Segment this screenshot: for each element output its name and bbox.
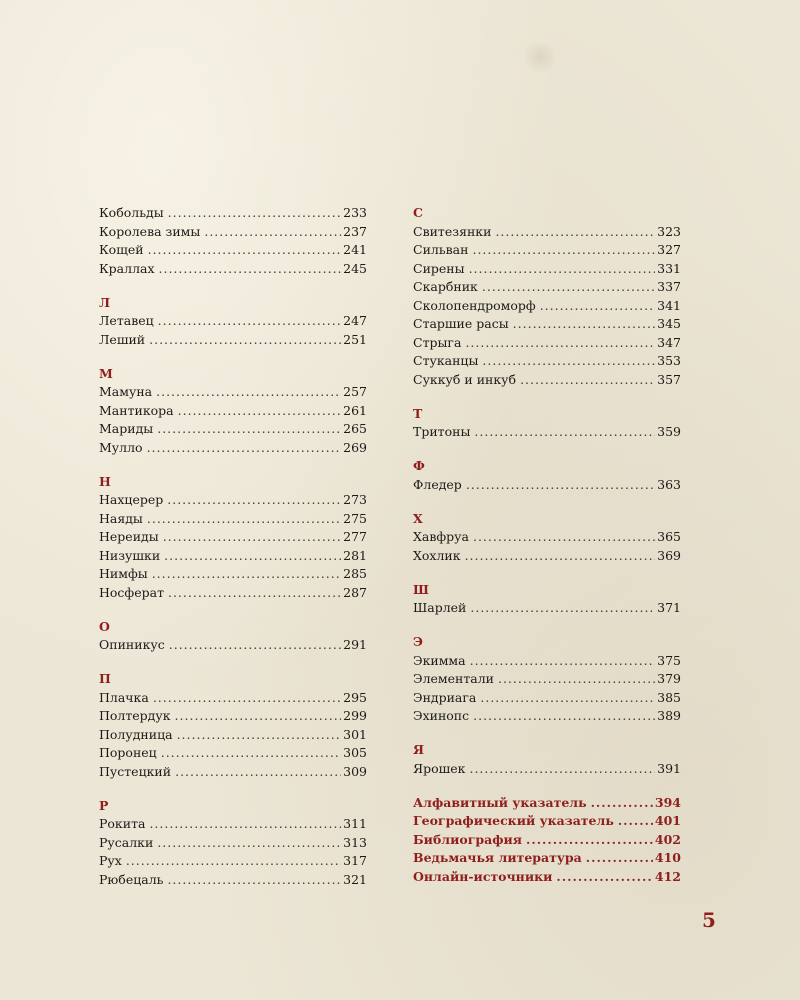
toc-entry-page: 237 [343,223,367,239]
dot-leader [520,371,655,390]
toc-entry[interactable] [99,707,367,726]
toc-entry-page: 251 [343,331,367,347]
dot-leader [513,315,655,334]
toc-entry[interactable] [99,241,367,260]
toc-entry[interactable] [99,383,367,402]
toc-entry-page: 265 [343,421,367,436]
dot-leader [470,652,656,671]
toc-entry-title: Пустецкий [99,763,172,779]
toc-entry-title: Нимфы [99,566,148,581]
toc-entry-page: 233 [343,205,367,220]
appendix-entry-page: 394 [654,794,681,810]
toc-entry[interactable] [413,599,681,618]
dot-leader [157,420,341,439]
toc-entry-page: 241 [343,242,367,257]
dot-leader [473,528,655,547]
toc-entry-page: 323 [657,223,681,239]
dot-leader [177,726,342,745]
appendix-entry[interactable] [413,868,681,887]
toc-section [99,294,367,350]
toc-entry-title: Русалки [99,834,154,850]
appendix-entry[interactable] [413,831,681,850]
toc-entry-page: 331 [657,260,681,276]
section-letter: Т [413,405,423,421]
toc-entry-title: Носферат [99,584,164,600]
dot-leader [161,744,341,763]
dot-leader [586,849,653,868]
toc-entry-page: 353 [657,353,681,368]
toc-entry-title: Низушки [99,547,161,563]
toc-entry-title: Полудница [99,726,173,742]
appendix-entry-title: Ведьмачья литература [413,850,582,865]
toc-entry-title: Хавфруа [413,529,469,544]
toc-entry-page: 345 [657,316,681,331]
section-letter: Р [99,797,109,813]
toc-entry[interactable] [413,334,681,353]
toc-section [99,618,367,655]
dot-leader [164,547,341,566]
toc-entry[interactable] [99,852,367,871]
toc-entry-title: Краллах [99,260,155,276]
dot-leader [158,312,341,331]
toc-entry-title: Рух [99,853,122,868]
toc-entry-title: Тритоны [413,424,471,439]
toc-entry-page: 363 [657,476,681,492]
toc-entry-title: Стуканцы [413,353,479,368]
toc-entry-page: 247 [343,313,367,328]
toc-entry[interactable] [413,689,681,708]
toc-entry[interactable] [413,528,681,547]
toc-entry[interactable] [413,670,681,689]
dot-leader [480,689,655,708]
toc-entry-title: Элементали [413,671,494,686]
toc-entry[interactable] [413,476,681,495]
toc-entry-page: 269 [343,439,367,455]
appendix-entry-page: 402 [654,831,681,847]
section-letter: Н [99,473,111,489]
toc-entry[interactable] [99,312,367,331]
toc-entry-title: Полтердук [99,708,171,723]
dot-leader [498,670,655,689]
toc-section [99,204,367,278]
section-letter: М [99,365,113,381]
toc-entry[interactable] [99,439,367,458]
dot-leader [466,476,655,495]
appendix-entry-title: Библиография [413,831,522,847]
toc-entry[interactable] [413,371,681,390]
dot-leader [167,871,341,890]
toc-entry-title: Летавец [99,313,154,328]
toc-entry-title: Нереиды [99,529,159,544]
toc-entry[interactable] [413,223,681,242]
toc-entry-title: Кобольды [99,205,164,220]
toc-section [413,457,681,494]
dot-leader [482,352,655,371]
toc-entry[interactable] [413,315,681,334]
toc-section [99,473,367,603]
dot-leader [168,584,341,603]
dot-leader [469,760,655,779]
toc-entry-title: Рюбецаль [99,871,164,887]
toc-entry-title: Нахцерер [99,492,164,507]
section-letter: Ш [413,581,429,597]
toc-entry-title: Мантикора [99,402,174,418]
toc-entry-page: 285 [343,566,367,581]
toc-entry-title: Стрыга [413,334,462,350]
appendix-entry-title: Онлайн-источники [413,868,553,884]
toc-entry-title: Мулло [99,439,143,455]
toc-right-column [413,204,681,886]
toc-entry-title: Рокита [99,816,146,831]
toc-entry-page: 281 [343,547,367,563]
toc-entry[interactable] [413,547,681,566]
toc-entry-page: 245 [343,260,367,276]
toc-entry[interactable] [99,565,367,584]
dot-leader [169,636,341,655]
appendix-entry-page: 410 [654,850,681,865]
toc-entry[interactable] [413,423,681,442]
appendix-entry-page: 401 [654,813,681,828]
toc-entry-page: 317 [343,853,367,868]
toc-entry-page: 385 [657,689,681,705]
section-letter: Х [413,510,423,526]
toc-entry-page: 375 [657,652,681,668]
toc-entry-page: 305 [343,745,367,760]
toc-entry[interactable] [413,352,681,371]
toc-entry-page: 321 [343,871,367,887]
toc-entry-title: Леший [99,331,146,347]
toc-entry[interactable] [99,815,367,834]
toc-entry-title: Эндриага [413,689,477,705]
toc-entry[interactable] [99,871,367,890]
dot-leader [526,831,653,850]
dot-leader [168,204,341,223]
toc-entry[interactable] [99,547,367,566]
toc-entry-title: Шарлей [413,600,467,615]
toc-entry[interactable] [99,510,367,529]
dot-leader [156,383,341,402]
toc-entry-page: 291 [343,637,367,652]
toc-entry[interactable] [99,260,367,279]
dot-leader [126,852,341,871]
toc-entry-title: Свитезянки [413,223,492,239]
toc-entry-page: 277 [343,529,367,544]
section-letter: О [99,618,110,634]
toc-entry[interactable] [413,652,681,671]
toc-entry[interactable] [99,223,367,242]
toc-entry[interactable] [413,260,681,279]
toc-entry-page: 379 [657,671,681,686]
toc-appendix-entries [413,794,681,887]
dot-leader [153,689,341,708]
section-letter: Э [413,634,423,649]
toc-entry-title: Сильван [413,242,469,257]
toc-entry-page: 359 [657,424,681,439]
appendix-entry[interactable] [413,849,681,868]
toc-entry-page: 257 [343,384,367,399]
toc-entry[interactable] [99,420,367,439]
dot-leader [495,223,655,242]
dot-leader [204,223,341,242]
dot-leader [556,868,653,887]
toc-entry-title: Скарбник [413,279,478,294]
toc-entry-title: Хохлик [413,547,461,563]
dot-leader [159,260,342,279]
section-letter: Л [99,294,111,310]
toc-entry-page: 311 [343,816,367,831]
toc-entry[interactable] [99,204,367,223]
toc-entry-page: 313 [343,834,367,850]
toc-entry-title: Ярошек [413,760,466,776]
dot-leader [470,599,655,618]
dot-leader [149,815,341,834]
toc-section [413,405,681,442]
toc-entry-page: 301 [343,726,367,742]
toc-section [413,204,681,389]
toc-entry-title: Старшие расы [413,316,509,331]
toc-entry-title: Экимма [413,652,466,668]
dot-leader [157,834,341,853]
toc-section [99,670,367,781]
toc-entry-page: 369 [657,547,681,563]
dot-leader [149,331,341,350]
dot-leader [474,423,655,442]
toc-entry-page: 389 [657,708,681,723]
toc-entry-page: 337 [657,279,681,294]
toc-section [413,510,681,566]
toc-entry-title: Мамуна [99,384,153,399]
toc-right-sections [413,204,681,778]
dot-leader [618,812,653,831]
toc-entry[interactable] [413,760,681,779]
toc-entry-page: 287 [343,584,367,600]
toc-entry[interactable] [99,584,367,603]
section-letter: С [413,205,423,220]
section-letter: Ф [413,458,425,473]
dot-leader [147,439,342,458]
toc-entry-page: 341 [657,297,681,313]
toc-entry-page: 273 [343,492,367,507]
toc-entry-title: Сколопендроморф [413,297,536,313]
toc-entry-page: 295 [343,689,367,705]
appendix-entry-title: Алфавитный указатель [413,794,587,810]
toc-entry-title: Поронец [99,745,157,760]
toc-entry-page: 347 [657,334,681,350]
page-number: 5 [702,908,716,932]
toc-entry-page: 365 [657,529,681,544]
toc-entry-title: Мариды [99,421,154,436]
toc-entry-page: 309 [343,763,367,779]
dot-leader [152,565,341,584]
toc-section [99,365,367,458]
appendix-entry-title: Географический указатель [413,813,614,828]
toc-entry[interactable] [99,763,367,782]
toc-entry-page: 299 [343,708,367,723]
toc-entry-page: 327 [657,242,681,257]
toc-entry-page: 391 [657,760,681,776]
toc-entry[interactable] [413,297,681,316]
toc-entry[interactable] [99,491,367,510]
toc-section [413,633,681,726]
dot-leader [465,334,655,353]
toc-entry-title: Эхинопс [413,708,470,723]
dot-leader [540,297,655,316]
toc-entry-title: Кощей [99,242,144,257]
toc-entry[interactable] [99,636,367,655]
toc-left-column [99,204,367,905]
toc-entry-page: 371 [657,600,681,615]
dot-leader [175,763,341,782]
toc-entry-page: 275 [343,510,367,526]
toc-entry[interactable] [99,744,367,763]
appendix-entry[interactable] [413,812,681,831]
toc-section [413,741,681,778]
dot-leader [175,707,342,726]
toc-entry-title: Королева зимы [99,223,201,239]
dot-leader [167,491,341,510]
appendix-entry-page: 412 [654,868,681,884]
toc-entry[interactable] [99,528,367,547]
toc-section [413,581,681,618]
toc-entry-page: 357 [657,371,681,387]
dot-leader [148,241,342,260]
toc-entry[interactable] [99,834,367,853]
toc-entry[interactable] [99,689,367,708]
paper-smudge [520,42,560,72]
toc-entry-title: Суккуб и инкуб [413,371,517,387]
toc-entry-title: Фледер [413,476,462,492]
dot-leader [473,707,655,726]
toc-entry-title: Сирены [413,260,465,276]
section-letter: Я [413,742,425,757]
toc-entry-title: Плачка [99,689,149,705]
dot-leader [472,241,655,260]
dot-leader [469,260,656,279]
dot-leader [465,547,656,566]
dot-leader [147,510,341,529]
dot-leader [482,278,655,297]
toc-entry-title: Опиникус [99,637,165,652]
dot-leader [591,794,653,813]
toc-entry-page: 261 [343,402,367,418]
toc-entry[interactable] [99,331,367,350]
toc-entry[interactable] [99,726,367,745]
appendix-entry[interactable] [413,794,681,813]
toc-section [99,797,367,890]
dot-leader [163,528,341,547]
toc-entry[interactable] [413,278,681,297]
toc-entry[interactable] [413,707,681,726]
toc-entry[interactable] [413,241,681,260]
dot-leader [178,402,342,421]
toc-entry-title: Наяды [99,510,143,526]
toc-entry[interactable] [99,402,367,421]
section-letter: П [99,671,111,686]
